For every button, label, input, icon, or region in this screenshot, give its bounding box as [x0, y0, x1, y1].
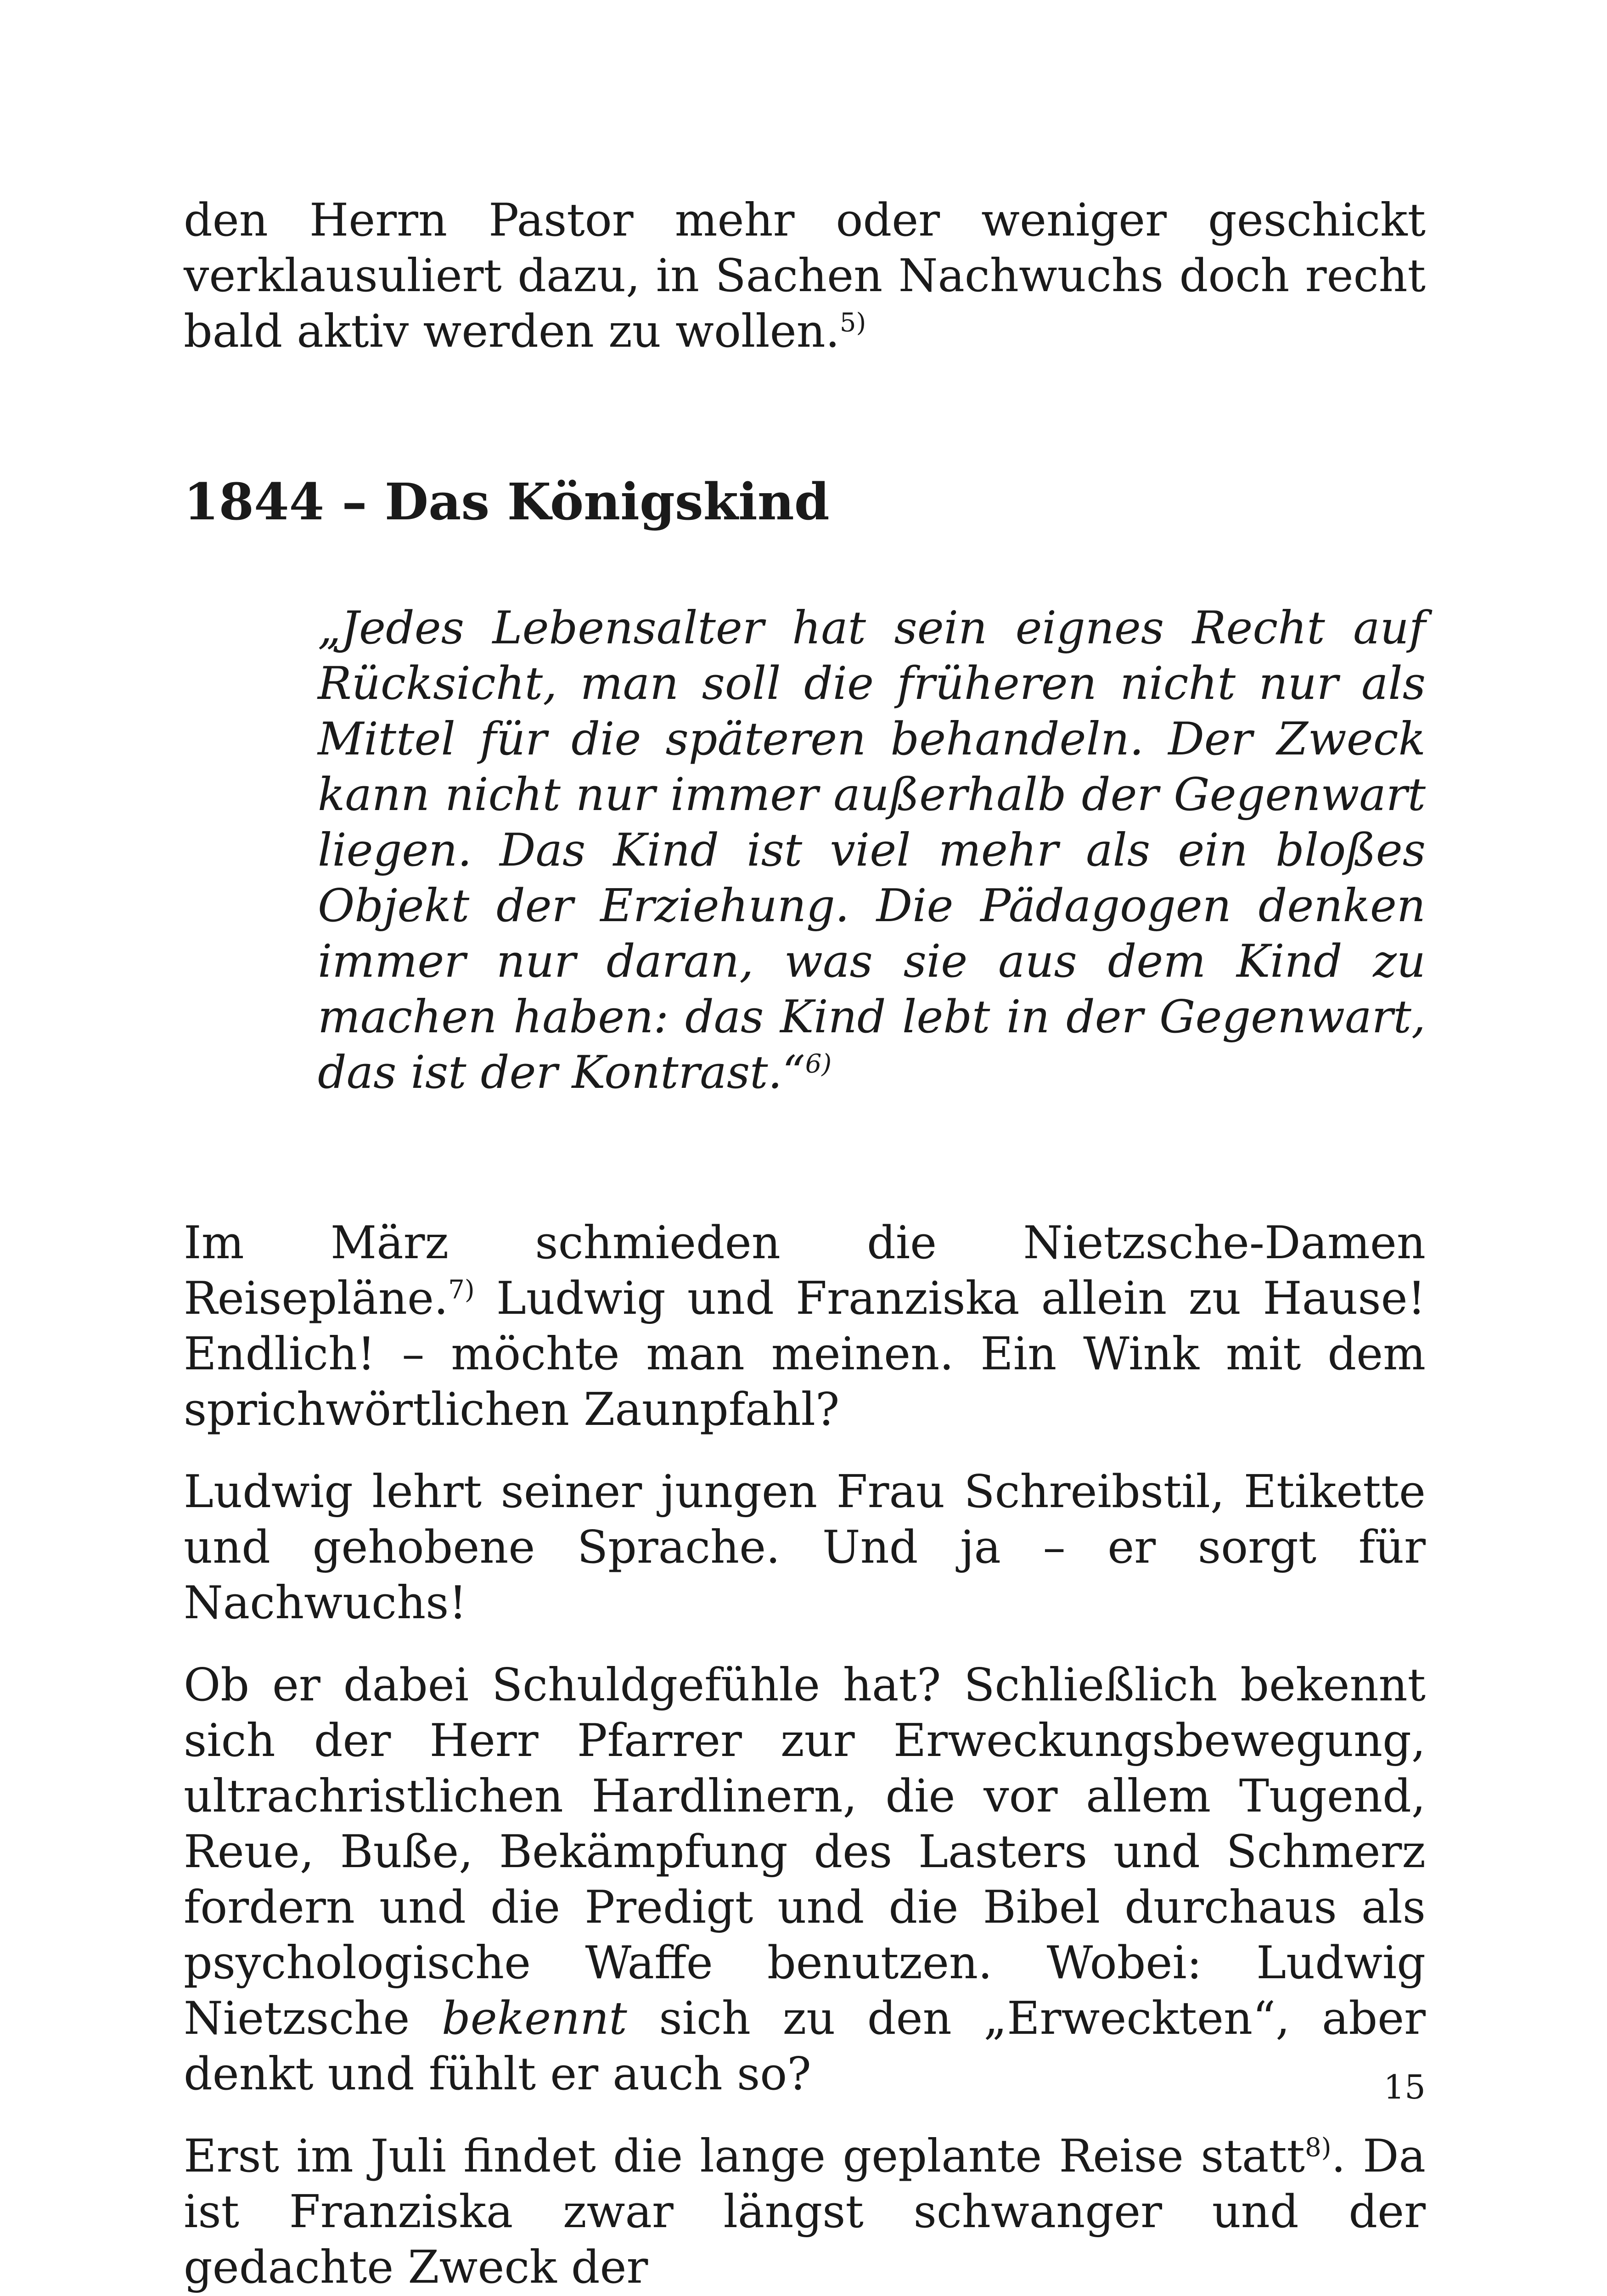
epigraph-quote: [318, 601, 1426, 1101]
paragraph-4-text-a: Erst im Juli findet die lange geplante Reise statt: [184, 2130, 1305, 2183]
footnote-ref-7: 7): [448, 1275, 475, 1305]
paragraph-1-text-a: Im März schmieden die Nietzsche-Damen Reisepläne.: [184, 1217, 1426, 1325]
page-number: 15: [1383, 2068, 1426, 2106]
paragraph-3: [184, 1658, 1426, 2102]
paragraph-3-text-b: sich zu den „Erweckten“, aber denkt und fühlt er auch so?: [184, 1992, 1426, 2100]
section-heading: 1844 – Das Königskind: [184, 472, 830, 531]
paragraph-4-text-b: . Da ist Franziska zwar längst schwanger und der gedachte Zweck der: [184, 2130, 1426, 2294]
paragraph-3-text-a: Ob er dabei Schuldgefühle hat? Schließlich bekennt sich der Herr Pfarrer zur Erweckungsbewegung, ultrachristlichen Hardlinern, die vor allem Tugend, Reue, Buße, Bekämpfung des Lasters und Schmerz fordern und die Predigt und die Bibel durchaus als psychologische Waffe benutzen. Wobei: Ludwig Nietzsche: [184, 1659, 1426, 2045]
page-body: [184, 193, 1426, 2296]
footnote-ref-5: 5): [839, 308, 866, 338]
intro-paragraph: [184, 193, 1426, 360]
paragraph-3-emphasis: bekennt: [442, 1992, 627, 2045]
intro-text: den Herrn Pastor mehr oder weniger geschickt verklausuliert dazu, in Sachen Nachwuchs doch recht bald aktiv werden zu wollen.: [184, 194, 1426, 358]
paragraph-2: Ludwig lehrt seiner jungen Frau Schreibstil, Etikette und gehobene Sprache. Und ja – er sorgt für Nachwuchs!: [184, 1466, 1426, 1629]
footnote-ref-6: 6): [805, 1049, 832, 1079]
paragraph-1-text-b: Ludwig und Franziska allein zu Hause! Endlich! – möchte man meinen. Ein Wink mit dem sprichwörtlichen Zaunpfahl?: [184, 1272, 1426, 1436]
paragraph-4: [184, 2129, 1426, 2296]
paragraph-1: [184, 1216, 1426, 1438]
quote-text: „Jedes Lebensalter hat sein eignes Recht auf Rücksicht, man soll die früheren nicht nur als Mittel für die späteren behandeln. Der Zweck kann nicht nur immer außerhalb der Gegenwart liegen. Das Kind ist viel mehr als ein bloßes Objekt der Erziehung. Die Pädagogen denken immer nur daran, was sie aus dem Kind zu machen haben: das Kind lebt in der Gegenwart, das ist der Kontrast.“: [318, 602, 1426, 1099]
footnote-ref-8: 8): [1305, 2133, 1332, 2163]
